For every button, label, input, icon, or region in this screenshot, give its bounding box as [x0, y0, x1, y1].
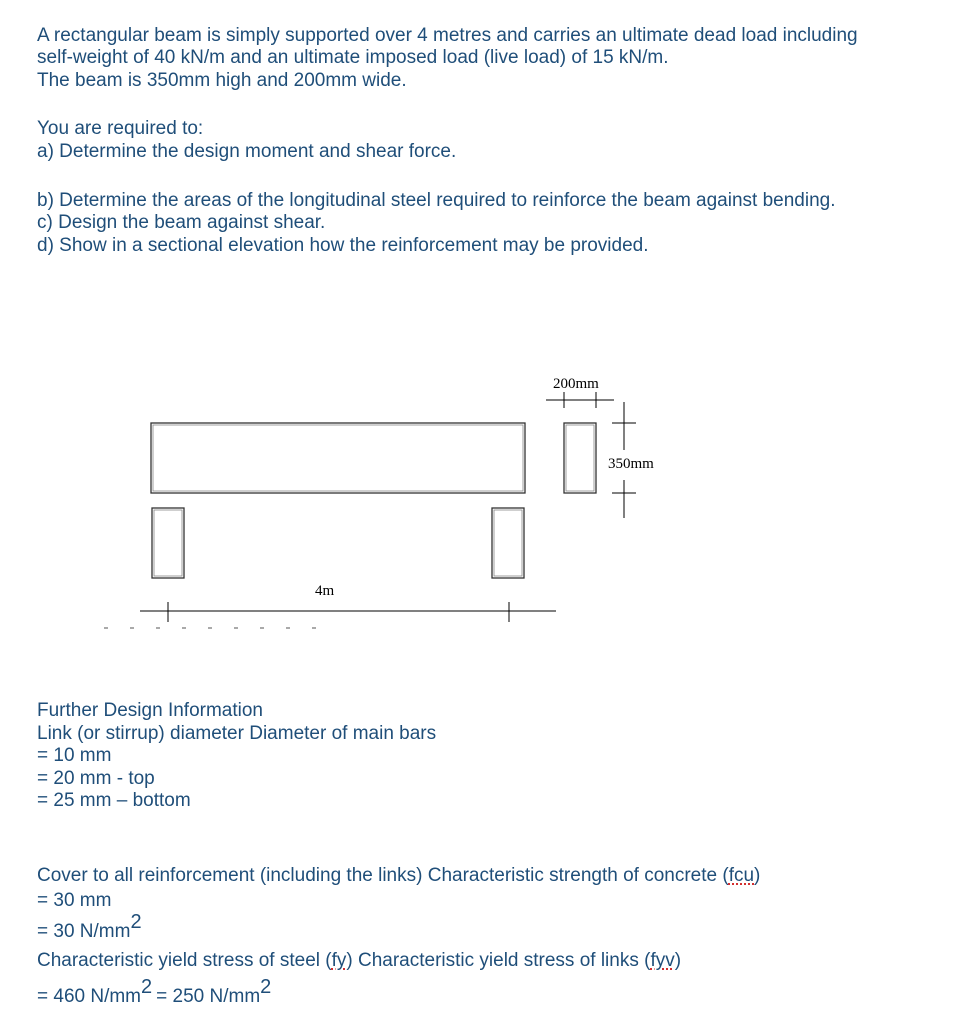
- fcu-close-paren: ): [754, 865, 761, 886]
- fcu-value-prefix: = 30 N/mm: [37, 921, 131, 942]
- tasks-intro: You are required to:: [37, 118, 204, 139]
- cover-and-fcu-line: [37, 865, 760, 887]
- problem-line-1: A rectangular beam is simply supported over 4 metres and carries an ultimate dead load including: [37, 25, 858, 46]
- width-label: 200mm: [553, 376, 599, 392]
- fcu-value: [37, 910, 142, 943]
- beam-elevation: [151, 423, 525, 493]
- yield-prefix: Characteristic yield stress of steel (: [37, 950, 332, 971]
- top-bar-diameter: = 20 mm - top: [37, 768, 155, 789]
- fyv-exponent: 2: [260, 975, 272, 998]
- problem-line-2: self-weight of 40 kN/m and an ultimate imposed load (live load) of 15 kN/m.: [37, 47, 669, 68]
- fcu-exponent: 2: [130, 910, 142, 933]
- task-d: d) Show in a sectional elevation how the reinforcement may be provided.: [37, 235, 649, 256]
- cover-line-prefix: Cover to all reinforcement (including the links) Characteristic strength of concrete (: [37, 865, 729, 886]
- beam-cross-section: [564, 423, 596, 493]
- left-support: [152, 508, 184, 578]
- span-label: 4m: [315, 583, 335, 599]
- yield-close-paren: ): [674, 950, 682, 971]
- right-support-inner: [494, 510, 522, 576]
- task-a: a) Determine the design moment and shear force.: [37, 141, 457, 162]
- fy-value-prefix: = 460 N/mm: [37, 986, 142, 1007]
- further-info-heading: Further Design Information: [37, 700, 263, 721]
- link-diameter-value: = 10 mm: [37, 745, 112, 766]
- left-support-inner: [154, 510, 182, 576]
- task-b: b) Determine the areas of the longitudinal steel required to reinforce the beam against bending.: [37, 190, 836, 211]
- problem-line-3: The beam is 350mm high and 200mm wide.: [37, 70, 407, 91]
- link-diameter-line: Link (or stirrup) diameter Diameter of main bars: [37, 723, 437, 744]
- fyv-symbol: fyv: [650, 950, 675, 971]
- fyv-value-prefix: = 250 N/mm: [156, 986, 261, 1007]
- beam-cross-section-inner: [566, 425, 594, 491]
- height-label: 350mm: [608, 456, 654, 472]
- cover-value: = 30 mm: [37, 890, 112, 911]
- right-support: [492, 508, 524, 578]
- yield-middle: ) Characteristic yield stress of links (: [346, 950, 651, 971]
- fy-symbol: fy: [331, 950, 347, 971]
- task-c: c) Design the beam against shear.: [37, 212, 326, 233]
- yield-stress-line: [37, 950, 681, 972]
- fy-exponent: 2: [141, 975, 153, 998]
- yield-values-line: [37, 975, 272, 1008]
- beam-elevation-inner: [153, 425, 523, 491]
- fcu-symbol: fcu: [728, 865, 755, 886]
- bottom-bar-diameter: = 25 mm – bottom: [37, 790, 191, 811]
